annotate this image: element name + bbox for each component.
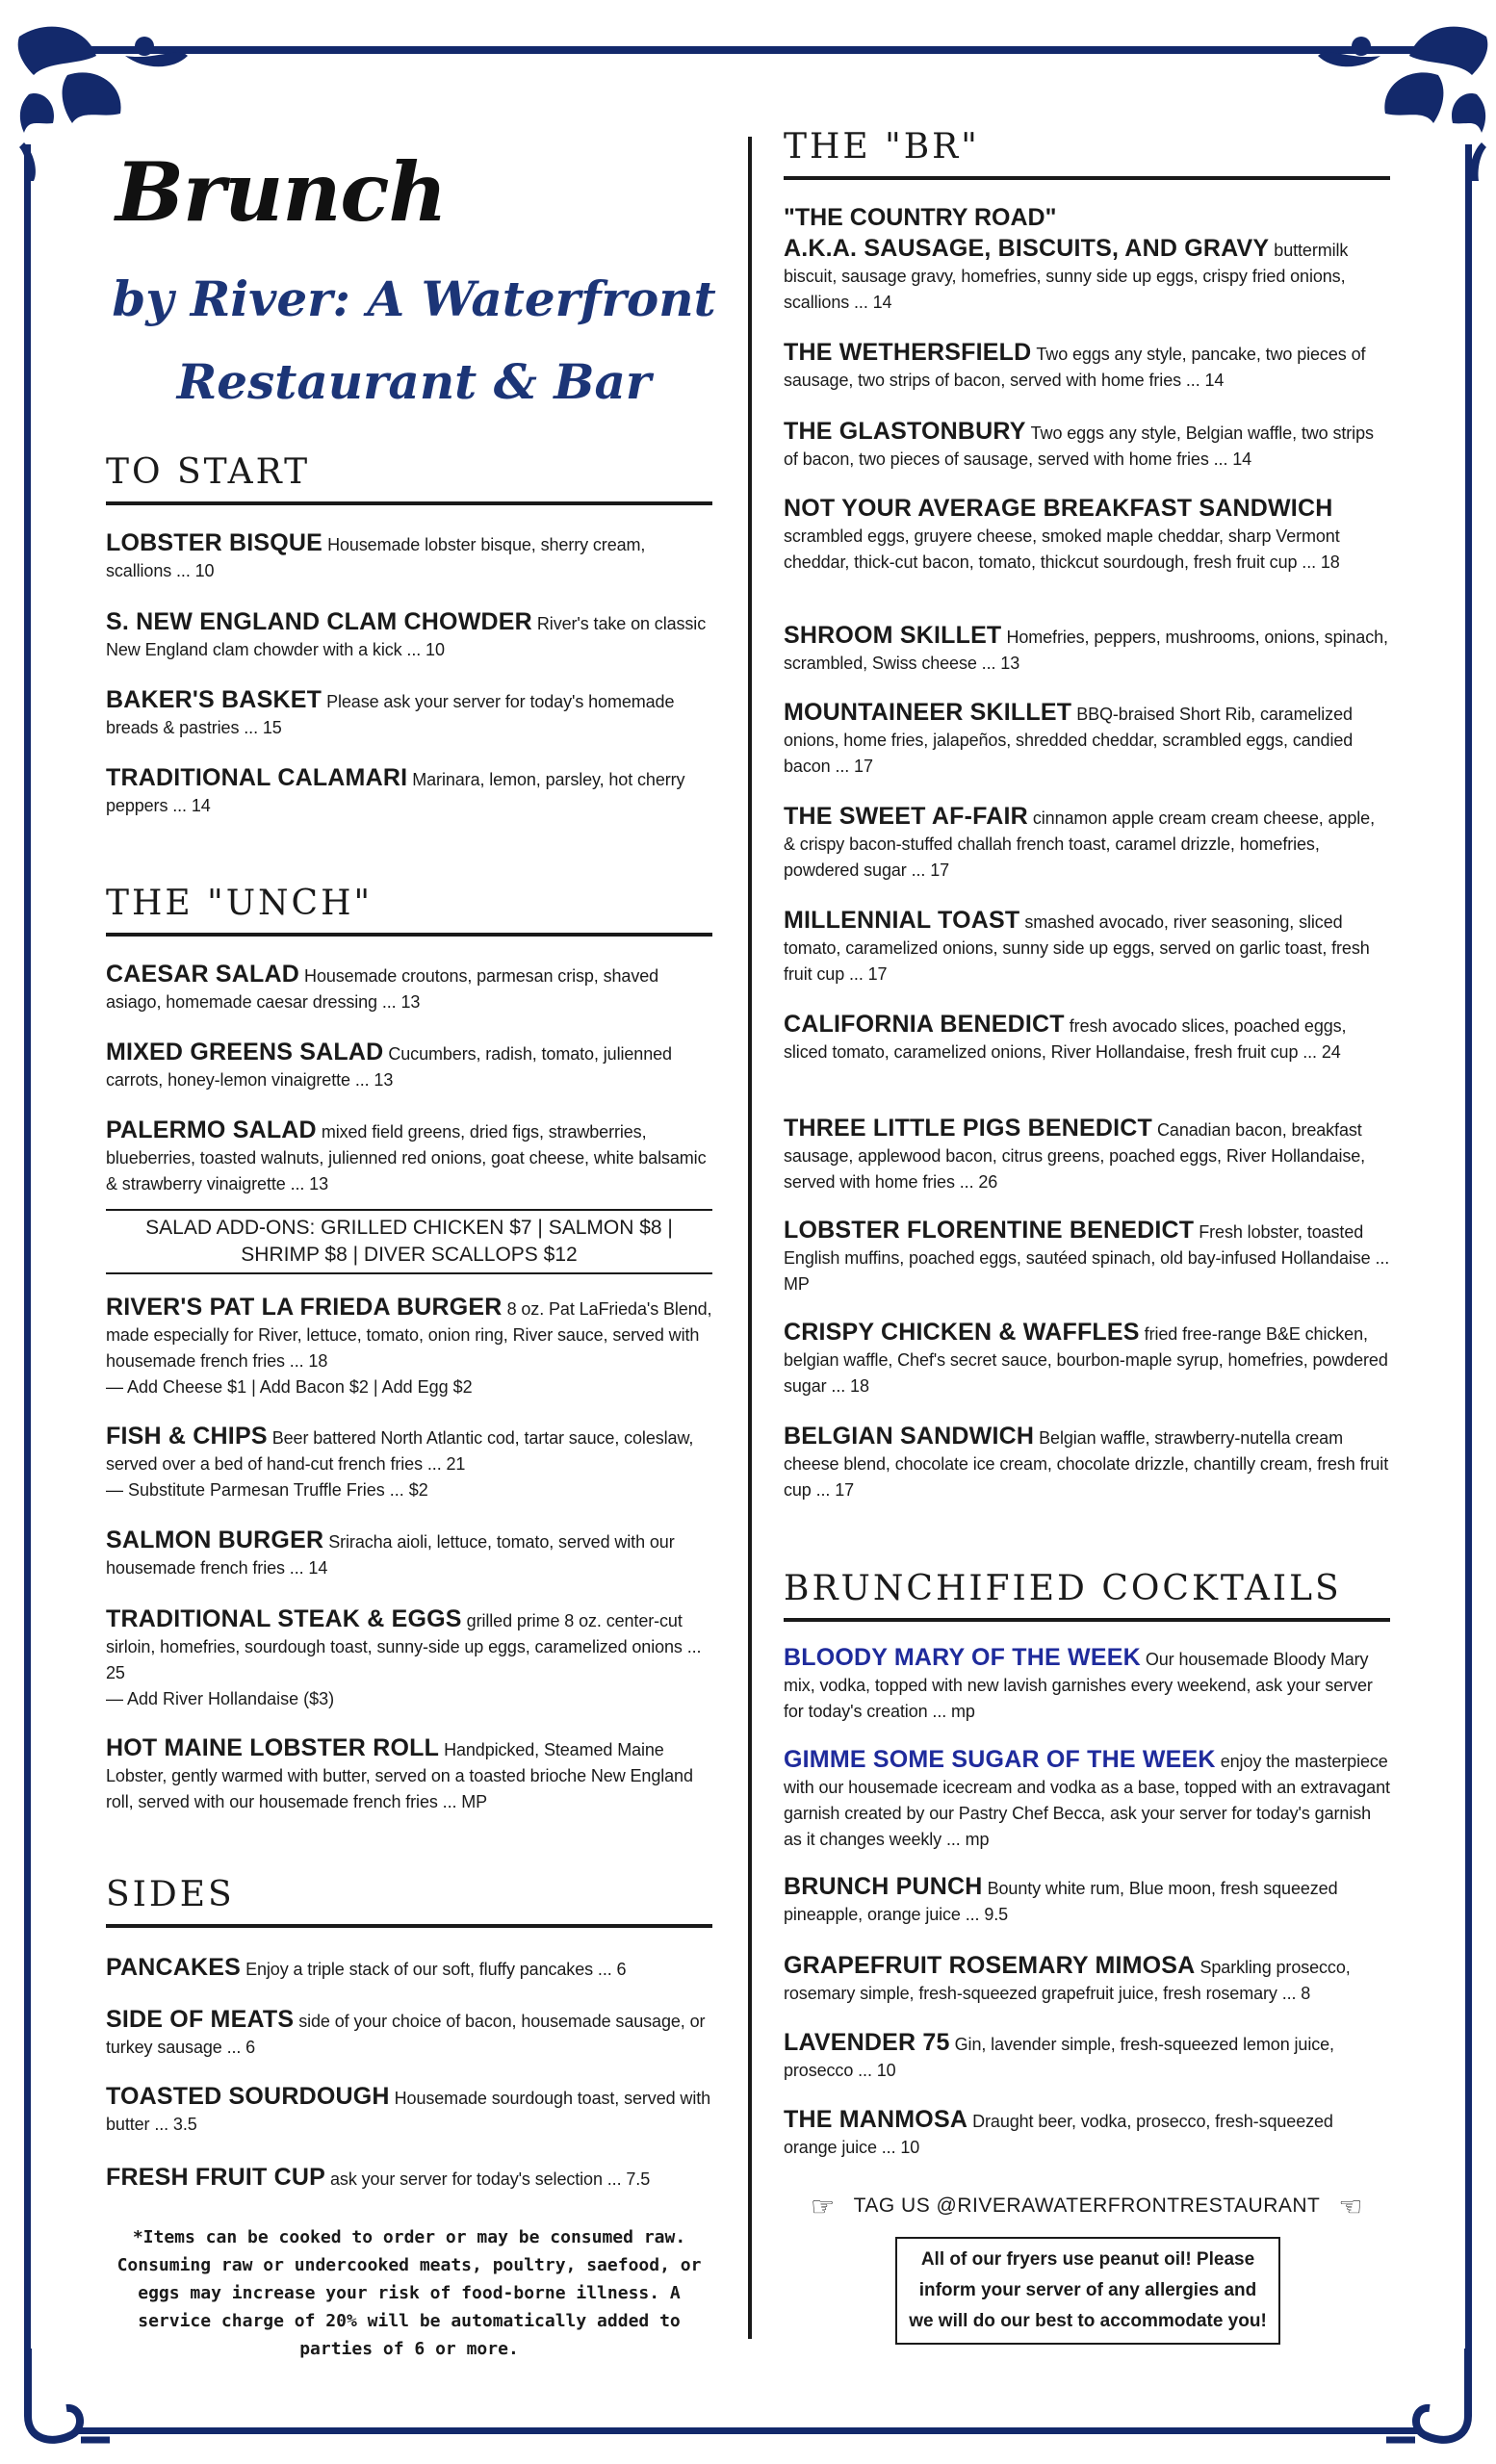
menu-item: THE MANMOSA Draught beer, vodka, prosecco, fresh-squeezed orange juice ... 10	[784, 2106, 1333, 2157]
menu-item: TOASTED SOURDOUGH Housemade sourdough toast, served with butter ... 3.5	[106, 2083, 711, 2134]
swirl-corner-bottom-right-icon	[1386, 2348, 1483, 2454]
food-safety-disclaimer: *Items can be cooked to order or may be consumed raw. Consuming raw or undercooked meats, poultry, saefood, or eggs may increase your risk of food-borne illness. A service charge of 20% will be automatically added to parties of 6 or more.	[116, 2227, 702, 2359]
section-heading-cocktails: BRUNCHIFIED COCKTAILS	[784, 1569, 1390, 1622]
menu-item: THE WETHERSFIELD Two eggs any style, pancake, two pieces of sausage, two strips of bacon, served with home fries ... 14	[784, 339, 1366, 390]
menu-item: SIDE OF MEATS side of your choice of bacon, housemade sausage, or turkey sausage ... 6	[106, 2006, 706, 2057]
menu-item: PANCAKES Enjoy a triple stack of our soft, fluffy pancakes ... 6	[106, 1954, 627, 1981]
menu-item: S. NEW ENGLAND CLAM CHOWDER River's take on classic New England clam chowder with a kick ... 10	[106, 608, 707, 659]
menu-item: THREE LITTLE PIGS BENEDICT Canadian bacon, breakfast sausage, applewood bacon, citrus greens, poached eggs, River Hollandaise, served with home fries ... 26	[784, 1115, 1366, 1192]
social-tag	[784, 2191, 1390, 2222]
section-heading-unch: THE "UNCH"	[106, 884, 712, 937]
menu-item: NOT YOUR AVERAGE BREAKFAST SANDWICH scrambled eggs, gruyere cheese, smoked maple cheddar, sharp Vermont cheddar, thick-cut bacon, tomato, thickcut sourdough, fresh fruit cup ... 18	[784, 495, 1340, 572]
menu-item: BLOODY MARY OF THE WEEK Our housemade Bloody Mary mix, vodka, topped with new lavish garnishes every weekend, ask your server for today's creation ... mp	[784, 1644, 1373, 1721]
menu-item: "THE COUNTRY ROAD" A.K.A. SAUSAGE, BISCUITS, AND GRAVY buttermilk biscuit, sausage gravy, homefries, sunny side up eggs, crispy fried onions, scallions ... 14	[784, 204, 1349, 312]
salad-add-ons: SALAD ADD-ONS: GRILLED CHICKEN $7 | SALMON $8 | SHRIMP $8 | DIVER SCALLOPS $12	[106, 1209, 712, 1274]
menu-item: PALERMO SALAD mixed field greens, dried figs, strawberries, blueberries, toasted walnuts, julienned red onions, goat cheese, white balsamic & strawberry vinaigrette ... 13	[106, 1116, 707, 1194]
menu-item: THE GLASTONBURY Two eggs any style, Belgian waffle, two strips of bacon, two pieces of sausage, served with home fries ... 14	[784, 418, 1374, 469]
section-heading-to-start: TO START	[106, 452, 712, 505]
menu-item: LOBSTER FLORENTINE BENEDICT Fresh lobster, toasted English muffins, poached eggs, sautéed spinach, old bay-infused Hollandaise ... MP	[784, 1217, 1390, 1294]
menu-item: CALIFORNIA BENEDICT fresh avocado slices, poached eggs, sliced tomato, caramelized onions, River Hollandaise, fresh fruit cup ... 24	[784, 1011, 1347, 1062]
frame-left-border	[24, 144, 31, 2387]
menu-item: TRADITIONAL STEAK & EGGS grilled prime 8 oz. center-cut sirloin, homefries, sourdough toast, sunny-side up eggs, caramelized onions ... 25 — Add River Hollandaise ($3)	[106, 1605, 702, 1708]
menu-item: HOT MAINE LOBSTER ROLL Handpicked, Steamed Maine Lobster, gently warmed with butter, served on a toasted brioche New England roll, served with our housemade french fries ... MP	[106, 1734, 693, 1811]
frame-top-border	[58, 46, 1438, 54]
swirl-corner-bottom-left-icon	[13, 2348, 110, 2454]
menu-item: FISH & CHIPS Beer battered North Atlantic cod, tartar sauce, coleslaw, served over a bed of hand-cut french fries ... 21 — Substitute Parmesan Truffle Fries ... $2	[106, 1423, 694, 1500]
menu-item: MOUNTAINEER SKILLET BBQ-braised Short Rib, caramelized onions, home fries, jalapeños, shredded cheddar, scrambled eggs, candied bacon ... 17	[784, 699, 1354, 776]
menu-item: LAVENDER 75 Gin, lavender simple, fresh-squeezed lemon juice, prosecco ... 10	[784, 2029, 1334, 2080]
menu-item: SALMON BURGER Sriracha aioli, lettuce, tomato, served with our housemade french fries ... 14	[106, 1527, 675, 1578]
menu-item: MIXED GREENS SALAD Cucumbers, radish, tomato, julienned carrots, honey-lemon vinaigrette ... 13	[106, 1039, 672, 1090]
menu-title: Brunch	[116, 144, 447, 240]
menu-item: MILLENNIAL TOAST smashed avocado, river seasoning, sliced tomato, caramelized onions, sunny side up eggs, served on garlic toast, fresh fruit cup ... 17	[784, 907, 1370, 984]
menu-item: RIVER'S PAT LA FRIEDA BURGER 8 oz. Pat LaFrieda's Blend, made especially for River, lettuce, tomato, onion ring, River sauce, served with housemade french fries ... 18 — Add Cheese $1 | Add Bacon $2 | Add Egg $2	[106, 1294, 712, 1397]
pointing-right-hand-icon: ☞	[810, 2192, 836, 2221]
menu-item: THE SWEET AF-FAIR cinnamon apple cream cream cheese, apple, & crispy bacon-stuffed challah french toast, caramel drizzle, homefries, powdered sugar ... 17	[784, 803, 1375, 880]
menu-item: GIMME SOME SUGAR OF THE WEEK enjoy the masterpiece with our housemade icecream and vodka as a base, topped with an extravagant garnish created by our Pastry Chef Becca, ask your server for today's garnish as it changes weekly ... mp	[784, 1746, 1390, 1849]
menu-item: LOBSTER BISQUE Housemade lobster bisque, sherry cream, scallions ... 10	[106, 529, 646, 580]
frame-bottom-border	[77, 2427, 1419, 2434]
menu-item: BRUNCH PUNCH Bounty white rum, Blue moon, fresh squeezed pineapple, orange juice ... 9.5	[784, 1873, 1338, 1924]
menu-item: CAESAR SALAD Housemade croutons, parmesan crisp, shaved asiago, homemade caesar dressing ... 13	[106, 961, 659, 1012]
allergy-notice: All of our fryers use peanut oil! Please inform your server of any allergies and we will do our best to accommodate you!	[895, 2237, 1280, 2345]
menu-item: BAKER'S BASKET Please ask your server for today's homemade breads & pastries ... 15	[106, 686, 675, 737]
pointing-left-hand-icon: ☜	[1338, 2192, 1364, 2221]
frame-right-border	[1465, 144, 1472, 2387]
restaurant-name: by River: A Waterfront Restaurant & Bar	[112, 270, 716, 410]
menu-item: GRAPEFRUIT ROSEMARY MIMOSA Sparkling prosecco, rosemary simple, fresh-squeezed grapefruit juice, fresh rosemary ... 8	[784, 1952, 1351, 2003]
section-heading-sides: SIDES	[106, 1875, 712, 1928]
social-handle: TAG US @RIVERAWATERFRONTRESTAURANT	[853, 2194, 1321, 2218]
menu-item: FRESH FRUIT CUP ask your server for today's selection ... 7.5	[106, 2164, 651, 2191]
menu-item: BELGIAN SANDWICH Belgian waffle, strawberry-nutella cream cheese blend, chocolate ice cream, chocolate drizzle, chantilly cream, fresh fruit cup ... 17	[784, 1423, 1389, 1500]
menu-item: SHROOM SKILLET Homefries, peppers, mushrooms, onions, spinach, scrambled, Swiss cheese ... 13	[784, 622, 1388, 673]
section-heading-br: THE "BR"	[784, 127, 1390, 180]
column-divider	[748, 137, 752, 2339]
menu-item: TRADITIONAL CALAMARI Marinara, lemon, parsley, hot cherry peppers ... 14	[106, 764, 685, 815]
menu-item: CRISPY CHICKEN & WAFFLES fried free-range B&E chicken, belgian waffle, Chef's secret sauce, bourbon-maple syrup, homefries, powdered sugar ... 18	[784, 1319, 1388, 1396]
